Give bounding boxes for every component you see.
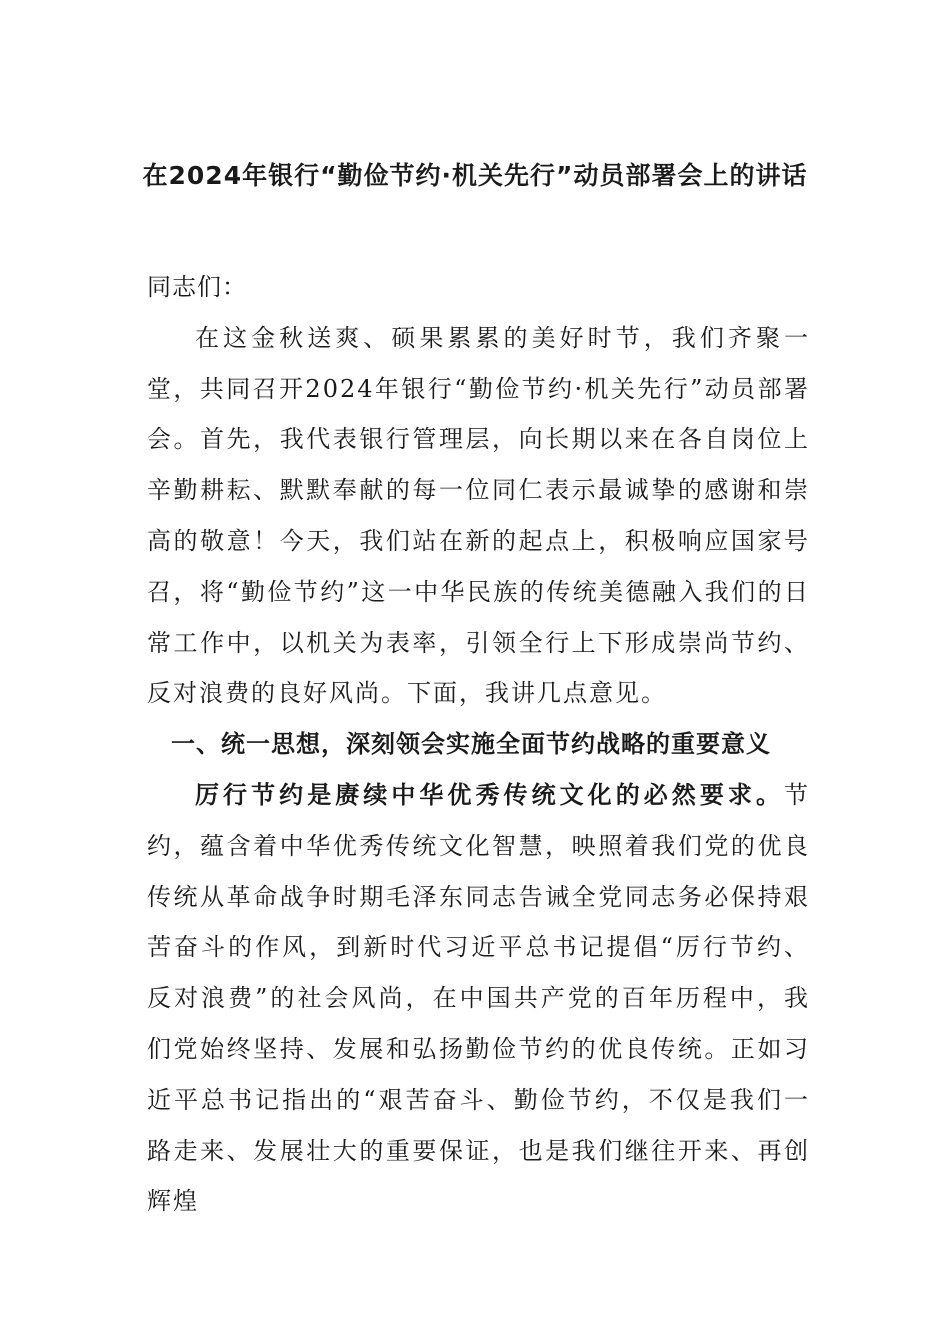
paragraph-frugality: [147, 770, 810, 1227]
section-heading-1: 一、统一思想，深刻领会实施全面节约战略的重要意义: [171, 730, 771, 759]
document-body: [147, 262, 810, 1227]
salutation: 同志们：: [147, 273, 247, 301]
document-title: 在2024年银行“勤俭节约·机关先行”动员部署会上的讲话: [142, 161, 808, 190]
paragraph-text: 节约，蕴含着中华优秀传统文化智慧，映照着我们党的优良传统从革命战争时期毛泽东同志告诫全党同志务必保持艰苦奋斗的作风，到新时代习近平总书记提倡“厉行节约、反对浪费”的社会风尚，在中国共产党的百年历程中，我们党始终坚持、发展和弘扬勤俭节约的优良传统。正如习近平总书记指出的“艰苦奋斗、勤俭节约，不仅是我们一路走来、发展壮大的重要保证，也是我们继往开来、再创辉煌: [147, 780, 810, 1216]
paragraph-intro: 在这金秋送爽、硕果累累的美好时节，我们齐聚一堂，共同召开2024年银行“勤俭节约·机关先行”动员部署会。首先，我代表银行管理层，向长期以来在各自岗位上辛勤耕耘、默默奉献的每一位同仁表示最诚挚的感谢和崇高的敬意！今天，我们站在新的起点上，积极响应国家号召，将“勤俭节约”这一中华民族的传统美德融入我们的日常工作中，以机关为表率，引领全行上下形成崇尚节约、反对浪费的良好风尚。下面，我讲几点意见。: [147, 323, 810, 708]
paragraph-lead-sentence: 厉行节约是赓续中华优秀传统文化的必然要求。: [195, 780, 784, 809]
